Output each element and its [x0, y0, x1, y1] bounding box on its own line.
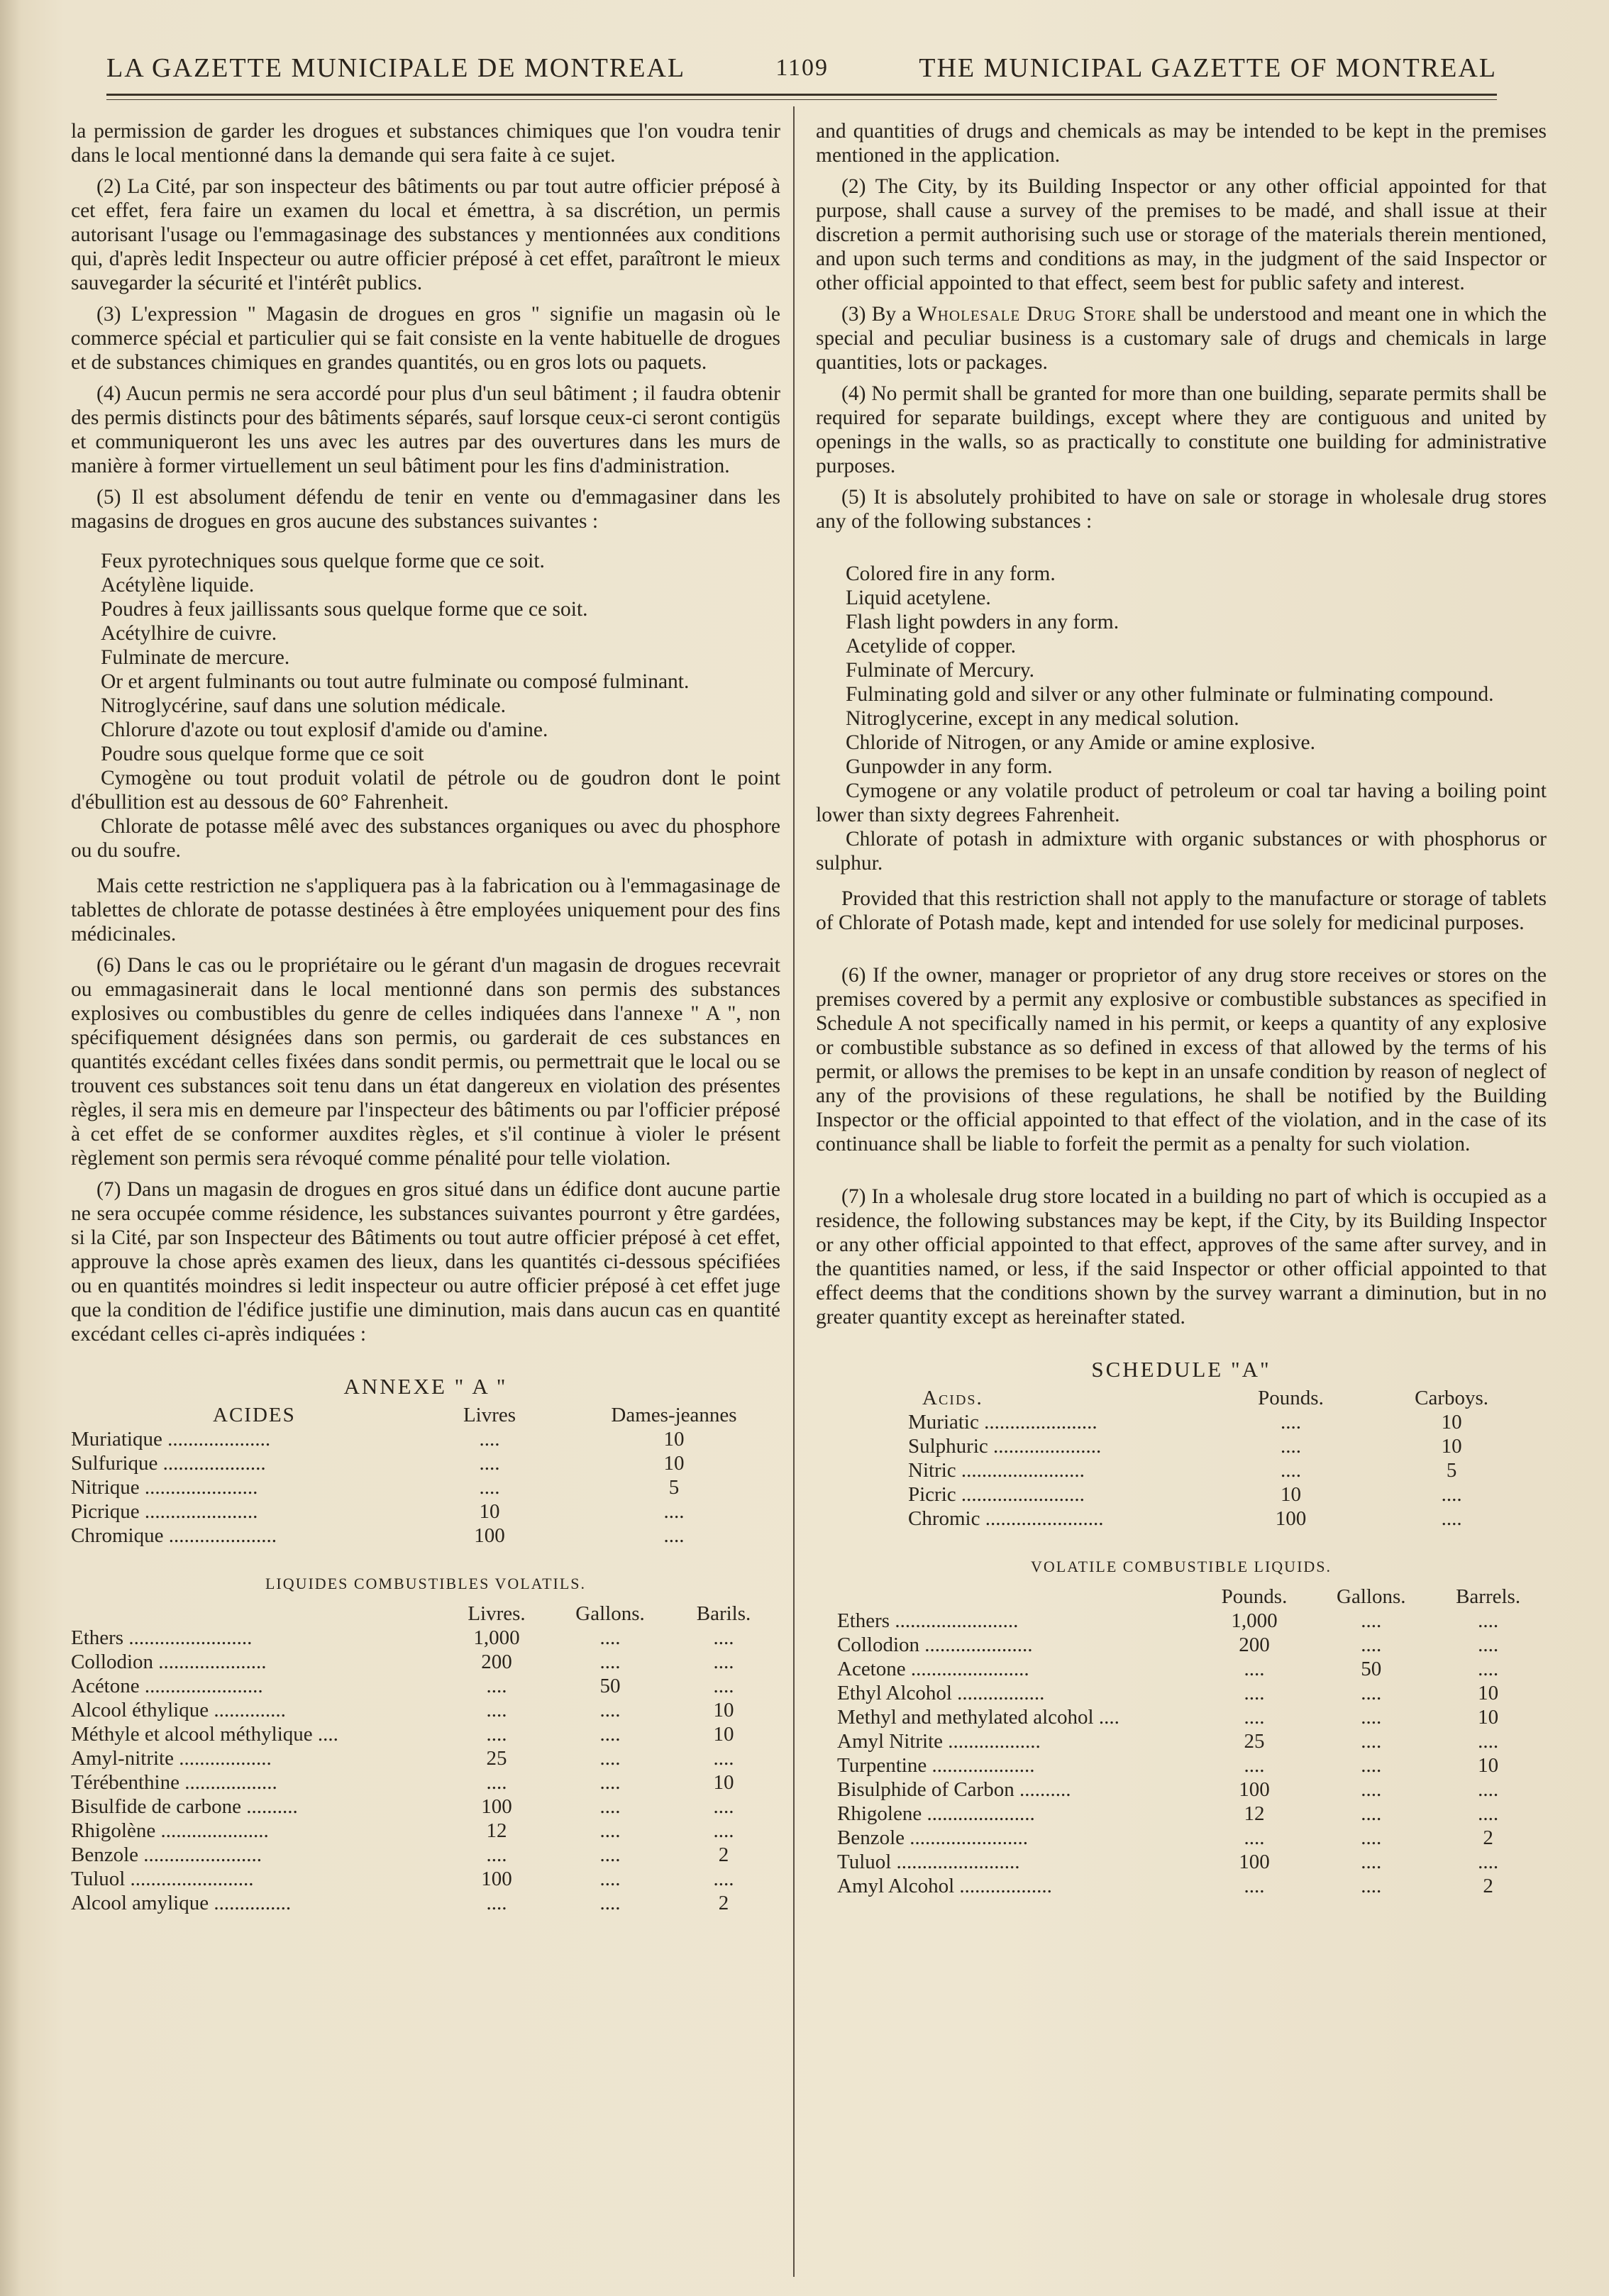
column-header	[71, 1602, 440, 1626]
list-item: Chlorate de potasse mêlé avec des substances organiques ou avec du phosphore ou du soufre.	[71, 815, 780, 862]
column-header: ACIDES	[213, 1404, 296, 1426]
table-row	[71, 1795, 780, 1819]
table-cell: 10	[1478, 1682, 1499, 1704]
table-row	[71, 1819, 780, 1843]
table-cell: ....	[486, 1892, 507, 1914]
table-cell: Collodion .....................	[837, 1634, 1033, 1656]
table-cell: ....	[486, 1675, 507, 1697]
table-cell: ....	[599, 1819, 621, 1842]
table-cell: 50	[1361, 1658, 1382, 1680]
list-item: Or et argent fulminants ou tout autre fulminate ou composé fulminant.	[101, 670, 690, 693]
list-item: Acétylène liquide.	[101, 574, 255, 597]
fr-annex-title: ANNEXE " A "	[343, 1374, 508, 1399]
table-cell: 2	[718, 1892, 729, 1914]
table-row	[816, 1753, 1547, 1778]
table-cell: ....	[1361, 1609, 1382, 1632]
column-header: Gallons.	[575, 1602, 645, 1625]
column-header: Pounds.	[1258, 1387, 1324, 1409]
table-row	[816, 1826, 1547, 1850]
fr-liquids-table	[71, 1602, 780, 1915]
table-cell: Acetone .......................	[837, 1658, 1029, 1680]
table-cell: ....	[1361, 1851, 1382, 1873]
en-paragraph-4: (4) No permit shall be granted for more than one building, separate permits shall be required for separate buildings, except where they are contiguous and united by openings in the walls, so as practically to constitute one building for administrative purposes.	[816, 382, 1547, 477]
table-cell: Rhigolène .....................	[71, 1819, 269, 1842]
fr-paragraph-7: (7) Dans un magasin de drogues en gros situé dans un édifice dont aucune partie ne sera occupée comme résidence, les substances suivantes pourront y être gardées, si la Cité, par son Inspecteur des Bâtiments ou tout autre officier préposé à cet effet, approuve la chose après examen des lieux, dans les quantités ci-dessous spécifiées ou en quantités moindres si ledit inspecteur ou autre officier préposé à cet effet juge que la condition de l'édifice justifie une diminution, mais dans aucun cas en quantité excédant celles ci-après indiquées :	[71, 1178, 780, 1346]
table-cell: ....	[1361, 1682, 1382, 1704]
table-cell: 12	[486, 1819, 507, 1842]
header-rule-thin	[106, 99, 1497, 100]
table-cell: 100	[1275, 1507, 1307, 1530]
table-cell: ....	[1361, 1706, 1382, 1729]
table-cell: 25	[486, 1747, 507, 1770]
table-row	[71, 1770, 780, 1795]
fr-proviso: Mais cette restriction ne s'appliquera pas à la fabrication ou à l'emmagasinage de tablettes de chlorate de potasse destinées à être employées uniquement pour des fins médicinales.	[71, 875, 780, 945]
table-cell: 10	[713, 1723, 734, 1746]
table-cell: 10	[1441, 1435, 1462, 1458]
table-cell: ....	[599, 1747, 621, 1770]
en-paragraph-2: (2) The City, by its Building Inspector or any other official appointed for that purpose, shall cause a survey of the premises to be madé, and shall issue at their discretion a permit authorising such use or storage of the materials therein mentioned, and upon such terms and conditions as may, in the judgment of the said Inspector or other official appointed to that effect, seem best for public safety and interest.	[816, 175, 1547, 294]
table-cell: ....	[1280, 1435, 1301, 1458]
header-rule	[106, 94, 1497, 96]
table-cell: ....	[1361, 1826, 1382, 1849]
table-cell: 10	[663, 1452, 685, 1475]
table-cell: ....	[1361, 1730, 1382, 1753]
table-row	[71, 1626, 780, 1650]
table-cell: ....	[713, 1626, 734, 1649]
table-cell: Tuluol ........................	[837, 1851, 1020, 1873]
table-cell: ....	[479, 1452, 500, 1475]
table-row	[71, 1650, 780, 1674]
page-number: 1109	[775, 55, 829, 81]
table-cell: 2	[1483, 1826, 1493, 1849]
table-cell: ....	[599, 1723, 621, 1746]
table-cell: Benzole .......................	[71, 1843, 262, 1866]
table-cell: ....	[1244, 1658, 1265, 1680]
table-cell: Amyl Alcohol ..................	[837, 1875, 1052, 1897]
table-cell: Collodion .....................	[71, 1651, 267, 1673]
table-row	[71, 1891, 780, 1915]
table-row	[71, 1451, 780, 1475]
en-schedule-title: SCHEDULE "A"	[1091, 1357, 1271, 1382]
table-cell: ....	[599, 1771, 621, 1794]
table-cell: 10	[713, 1771, 734, 1794]
list-item: Poudres à feux jaillissants sous quelque forme que ce soit.	[101, 598, 588, 621]
fr-paragraph-4: (4) Aucun permis ne sera accordé pour plus d'un seul bâtiment ; il faudra obtenir des permis distincts pour des bâtiments séparés, sauf lorsque ceux-ci seront contigüs et communiqueront les uns avec les autres par des ouvertures dans les murs de manière à former virtuellement un seul bâtiment pour les fins d'administration.	[71, 382, 780, 477]
table-row	[71, 1524, 780, 1548]
column-header: Livres.	[468, 1602, 526, 1625]
table-cell: Picric ........................	[908, 1483, 1085, 1506]
table-row	[816, 1681, 1547, 1705]
column-header: Livres	[463, 1404, 516, 1426]
table-cell: 10	[479, 1500, 500, 1523]
table-cell: 2	[718, 1843, 729, 1866]
en-substance-list	[816, 562, 1547, 875]
table-cell: ....	[1478, 1609, 1499, 1632]
table-cell: 100	[481, 1868, 512, 1890]
column-divider	[793, 106, 795, 2277]
list-item: Chloride of Nitrogen, or any Amide or amine explosive.	[846, 731, 1315, 754]
table-cell: Ethyl Alcohol .................	[837, 1682, 1045, 1704]
table-cell: ....	[479, 1476, 500, 1499]
table-cell: Nitric ........................	[908, 1459, 1085, 1482]
list-item: Flash light powders in any form.	[846, 611, 1119, 633]
table-row	[816, 1410, 1547, 1434]
table-cell: 100	[1239, 1778, 1270, 1801]
table-cell: 10	[663, 1428, 685, 1451]
table-cell: ....	[1478, 1802, 1499, 1825]
fr-paragraph-5: (5) Il est absolument défendu de tenir en vente ou d'emmagasiner dans les magasins de drogues en gros aucune des substances suivantes :	[71, 486, 780, 533]
list-item: Cymogene or any volatile product of petroleum or coal tar having a boiling point lower than sixty degrees Fahrenheit.	[816, 780, 1547, 826]
table-cell: ....	[1361, 1634, 1382, 1656]
table-cell: 2	[1483, 1875, 1493, 1897]
table-cell: ....	[1441, 1483, 1462, 1506]
column-header: Barrels.	[1456, 1585, 1521, 1608]
table-row	[71, 1722, 780, 1746]
table-cell: Sulphuric .....................	[908, 1435, 1102, 1458]
table-cell: Sulfurique ....................	[71, 1452, 266, 1475]
table-row	[816, 1657, 1547, 1681]
list-item: Fulminate de mercure.	[101, 646, 290, 669]
table-cell: 1,000	[1231, 1609, 1278, 1632]
table-header-row	[816, 1585, 1547, 1609]
table-cell: ....	[1478, 1778, 1499, 1801]
fr-paragraph-2: (2) La Cité, par son inspecteur des bâtiments ou par tout autre officier préposé à cet effet, fera faire un examen du local et émettra, à sa discrétion, un permis autorisant l'usage ou l'emmagasinage des substances y mentionnées aux conditions qui, d'après ledit Inspecteur ou autre officier préposé à cet effet, paraîtront le mieux sauvegarder la sécurité et l'intérêt publics.	[71, 175, 780, 294]
column-header: Pounds.	[1221, 1585, 1288, 1608]
table-cell: 100	[474, 1524, 505, 1547]
table-row	[71, 1843, 780, 1867]
list-item: Chlorure d'azote ou tout explosif d'amide ou d'amine.	[101, 719, 548, 741]
table-cell: ....	[713, 1819, 734, 1842]
table-cell: ....	[713, 1747, 734, 1770]
table-row	[816, 1729, 1547, 1753]
table-cell: Tuluol ........................	[71, 1868, 254, 1890]
table-row	[71, 1427, 780, 1451]
table-cell: ....	[599, 1892, 621, 1914]
list-item: Poudre sous quelque forme que ce soit	[101, 743, 424, 765]
table-cell: ....	[1478, 1658, 1499, 1680]
en-paragraph-5: (5) It is absolutely prohibited to have on sale or storage in wholesale drug stores any of the following substances :	[816, 486, 1547, 533]
table-cell: Bisulfide de carbone ..........	[71, 1795, 298, 1818]
table-cell: ....	[479, 1428, 500, 1451]
table-cell: ....	[1244, 1875, 1265, 1897]
list-item: Acétylhire de cuivre.	[101, 622, 277, 645]
table-row	[71, 1674, 780, 1698]
table-header-row	[71, 1602, 780, 1626]
fr-liquids-title: LIQUIDES COMBUSTIBLES VOLATILS.	[265, 1575, 587, 1592]
table-cell: 1,000	[473, 1626, 520, 1649]
table-cell: ....	[486, 1771, 507, 1794]
table-row	[816, 1434, 1547, 1458]
para3-rest: shall be understood and meant one in which the special and peculiar business is a customary sale of drugs and chemicals in large quantities, lots or packages.	[816, 303, 1547, 374]
table-cell: Muriatic ......................	[908, 1411, 1097, 1433]
en-liquids-title: VOLATILE COMBUSTIBLE LIQUIDS.	[1030, 1558, 1332, 1575]
table-cell: Amyl Nitrite ..................	[837, 1730, 1041, 1753]
table-cell: Chromique .....................	[71, 1524, 277, 1547]
table-cell: Ethers ........................	[837, 1609, 1019, 1632]
table-cell: ....	[486, 1843, 507, 1866]
table-cell: ....	[486, 1723, 507, 1746]
en-liquids-table	[816, 1585, 1547, 1898]
fr-paragraph-3: (3) L'expression " Magasin de drogues en gros " signifie un magasin où le commerce spécial et particulier qui se fait consiste en la vente habituelle de drogues et de substances chimiques en grandes quantités, ou en gros lots ou paquets.	[71, 303, 780, 374]
table-cell: 5	[1446, 1459, 1457, 1482]
list-item: Liquid acetylene.	[846, 587, 991, 609]
header-english-title: THE MUNICIPAL GAZETTE OF MONTREAL	[919, 53, 1497, 83]
table-cell: Chromic .......................	[908, 1507, 1104, 1530]
table-cell: Méthyle et alcool méthylique ....	[71, 1723, 338, 1746]
table-cell: ....	[1478, 1634, 1499, 1656]
table-cell: 200	[1239, 1634, 1270, 1656]
column-header: Dames-jeannes	[611, 1404, 737, 1426]
table-header-row	[816, 1386, 1547, 1410]
table-cell: Amyl-nitrite ..................	[71, 1747, 272, 1770]
french-column	[71, 119, 780, 1915]
table-row	[71, 1746, 780, 1770]
list-item: Fulminate of Mercury.	[846, 659, 1034, 682]
table-cell: ....	[1244, 1826, 1265, 1849]
list-item: Gunpowder in any form.	[846, 755, 1053, 778]
header-french-title: LA GAZETTE MUNICIPALE DE MONTREAL	[106, 53, 686, 83]
en-paragraph-1: and quantities of drugs and chemicals as may be intended to be kept in the premises mentioned in the application.	[816, 120, 1547, 167]
table-row	[816, 1850, 1547, 1874]
table-cell: 100	[1239, 1851, 1270, 1873]
table-cell: Térébenthine ..................	[71, 1771, 277, 1794]
table-cell: Nitrique ......................	[71, 1476, 258, 1499]
list-item: Chlorate of potash in admixture with organic substances or with phosphorus or sulphur.	[816, 828, 1547, 875]
table-cell: ....	[713, 1651, 734, 1673]
table-cell: ....	[599, 1699, 621, 1721]
table-cell: ....	[1441, 1507, 1462, 1530]
table-cell: 10	[1478, 1754, 1499, 1777]
table-row	[71, 1475, 780, 1499]
table-cell: 100	[481, 1795, 512, 1818]
table-cell: ....	[1361, 1802, 1382, 1825]
table-cell: 5	[668, 1476, 680, 1499]
fr-substance-list	[71, 549, 780, 863]
table-row	[816, 1609, 1547, 1633]
table-cell: 10	[1280, 1483, 1301, 1506]
table-cell: 12	[1244, 1802, 1265, 1825]
table-cell: ....	[1244, 1706, 1265, 1729]
column-header: Barils.	[696, 1602, 751, 1625]
table-cell: ....	[1280, 1411, 1301, 1433]
table-cell: 10	[1441, 1411, 1462, 1433]
en-paragraph-6: (6) If the owner, manager or proprietor of any drug store receives or stores on the premises covered by a permit any explosive or combustible substances as specified in Schedule A not specifically named in his permit, or keeps a quantity of any explosive or combustible substance as so defined in excess of that allowed by the terms of his permit, or allows the premises to be kept in an unsafe condition by reason of neglect of any of the provisions of these regulations, he shall be notified by the Building Inspector or the official appointed to that effect of the violation, and in the case of its continuance shall be liable to forfeit the permit as a penalty for such violation.	[816, 964, 1547, 1155]
table-cell: 200	[481, 1651, 512, 1673]
table-row	[816, 1507, 1547, 1531]
list-item: Fulminating gold and silver or any other fulminate or fulminating compound.	[846, 683, 1494, 706]
table-cell: ....	[1478, 1851, 1499, 1873]
table-cell: ....	[599, 1795, 621, 1818]
table-cell: Acétone .......................	[71, 1675, 263, 1697]
table-cell: 10	[1478, 1706, 1499, 1729]
table-cell: ....	[713, 1868, 734, 1890]
english-column	[816, 119, 1547, 1898]
table-cell: ....	[713, 1675, 734, 1697]
en-proviso: Provided that this restriction shall not apply to the manufacture or storage of tablets of Chlorate of Potash made, kept and intended for use solely for medicinal purposes.	[816, 887, 1547, 934]
list-item: Colored fire in any form.	[846, 562, 1056, 585]
table-row	[71, 1499, 780, 1524]
en-paragraph-3	[816, 302, 1547, 375]
table-cell: Alcool amylique ...............	[71, 1892, 292, 1914]
column-header	[816, 1585, 1196, 1609]
list-item: Acetylide of copper.	[846, 635, 1017, 658]
table-cell: 25	[1244, 1730, 1265, 1753]
table-cell: ....	[663, 1500, 685, 1523]
table-cell: ....	[599, 1626, 621, 1649]
table-cell: ....	[1280, 1459, 1301, 1482]
table-cell: Alcool éthylique ..............	[71, 1699, 286, 1721]
table-cell: Methyl and methylated alcohol ....	[837, 1706, 1119, 1729]
table-row	[816, 1778, 1547, 1802]
list-item: Cymogène ou tout produit volatil de pétrole ou de goudron dont le point d'ébullition est au dessous de 60° Fahrenheit.	[71, 767, 780, 814]
table-cell: ....	[486, 1699, 507, 1721]
table-row	[71, 1867, 780, 1891]
column-header: Carboys.	[1415, 1387, 1489, 1409]
table-cell: ....	[1244, 1682, 1265, 1704]
table-cell: ....	[1244, 1754, 1265, 1777]
para3-prefix: (3) By a	[841, 303, 912, 326]
table-row	[816, 1705, 1547, 1729]
list-item: Feux pyrotechniques sous quelque forme que ce soit.	[101, 550, 545, 572]
table-cell: ....	[1478, 1730, 1499, 1753]
fr-paragraph-1: la permission de garder les drogues et substances chimiques que l'on voudra tenir dans le local mentionné dans la demande qui sera faite à ce sujet.	[71, 120, 780, 167]
table-cell: ....	[1361, 1754, 1382, 1777]
en-acids-table	[816, 1386, 1547, 1531]
table-row	[816, 1874, 1547, 1898]
table-cell: ....	[713, 1795, 734, 1818]
en-paragraph-7: (7) In a wholesale drug store located in a building no part of which is occupied as a residence, the following substances may be kept, if the City, by its Building Inspector or any other official appointed to that effect, approves of the same after survey, and in the quantities named, or less, if the said Inspector or other official appointed to that effect deems that the conditions shown by the survey warrant a diminution, but in no greater quantity except as hereinafter stated.	[816, 1185, 1547, 1329]
table-cell: ....	[1361, 1778, 1382, 1801]
table-cell: ....	[663, 1524, 685, 1547]
table-cell: Benzole .......................	[837, 1826, 1029, 1849]
table-cell: 50	[599, 1675, 621, 1697]
page-header	[106, 47, 1497, 89]
list-item: Nitroglycérine, sauf dans une solution médicale.	[101, 694, 506, 717]
list-item: Nitroglycerine, except in any medical solution.	[846, 707, 1239, 730]
table-header-row	[71, 1403, 780, 1427]
column-header: Gallons.	[1337, 1585, 1406, 1608]
wholesale-drug-store-term: Wholesale Drug Store	[917, 303, 1137, 326]
table-cell: Bisulphide of Carbon ..........	[837, 1778, 1071, 1801]
table-cell: Picrique ......................	[71, 1500, 258, 1523]
table-cell: ....	[599, 1868, 621, 1890]
table-cell: Ethers ........................	[71, 1626, 253, 1649]
table-row	[816, 1633, 1547, 1657]
table-cell: Rhigolene .....................	[837, 1802, 1035, 1825]
table-row	[816, 1802, 1547, 1826]
table-row	[816, 1482, 1547, 1507]
table-cell: Muriatique ....................	[71, 1428, 271, 1451]
table-cell: 10	[713, 1699, 734, 1721]
table-cell: Turpentine ....................	[837, 1754, 1035, 1777]
table-cell: ....	[1361, 1875, 1382, 1897]
fr-paragraph-6: (6) Dans le cas ou le propriétaire ou le gérant d'un magasin de drogues recevrait ou emmagasinerait dans le local mentionné dans son permis des substances explosives ou combustibles du genre de celles indiquées dans l'annexe " A ", non spécifiquement désignées dans son permis, ou garderait de ces substances en quantités excédant celles fixées dans sondit permis, ou permettrait que le local ou se trouvent ces substances soit tenu dans un état dangereux en violation des présentes règles, il sera mis en demeure par l'inspecteur des bâtiments ou par l'officier préposé à cet effet de se conformer auxdites règles, et s'il continue à violer le présent règlement son permis sera révoqué comme pénalité pour telle violation.	[71, 954, 780, 1170]
table-cell: ....	[599, 1843, 621, 1866]
table-cell: ....	[599, 1651, 621, 1673]
table-row	[71, 1698, 780, 1722]
table-row	[816, 1458, 1547, 1482]
fr-acids-table	[71, 1403, 780, 1548]
column-header: Acids.	[922, 1387, 983, 1409]
